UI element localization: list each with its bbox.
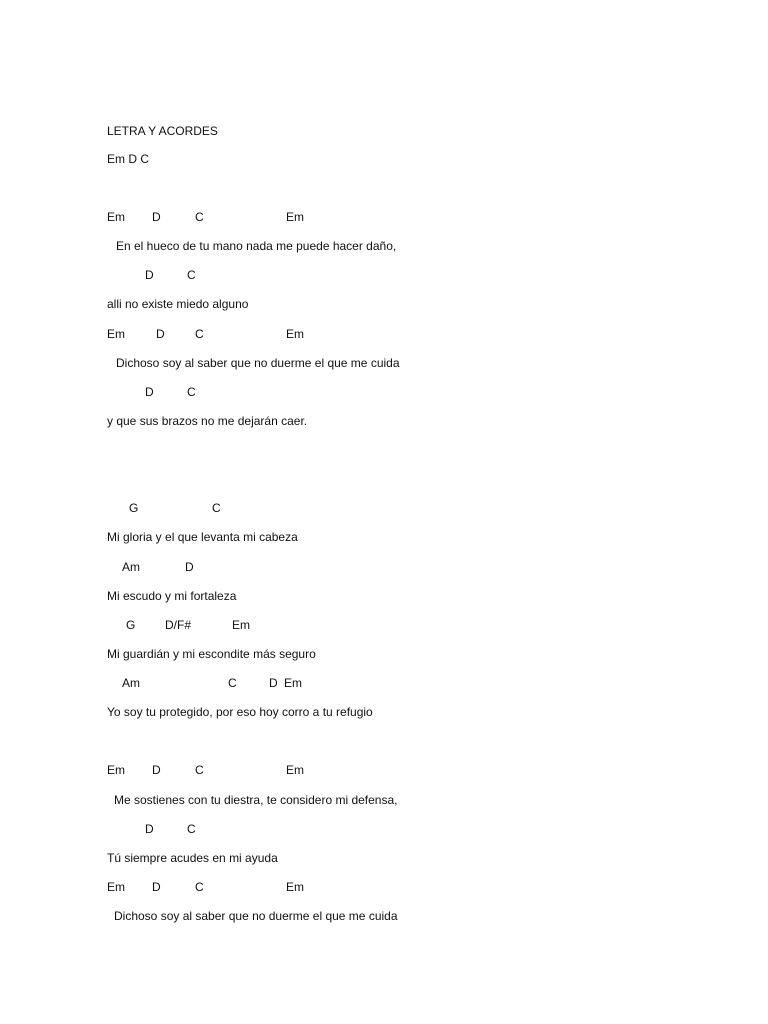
chord: D/F# [165, 618, 192, 632]
lyric-line: Me sostienes con tu diestra, te considero mi defensa, [114, 793, 398, 807]
chord: Em [232, 618, 250, 632]
chord: D [145, 385, 154, 399]
chord: Em [286, 210, 304, 224]
lyric-line: Tú siempre acudes en mi ayuda [107, 851, 278, 865]
chord: D [156, 327, 165, 341]
chord: Em [286, 327, 304, 341]
lyric-line: y que sus brazos no me dejarán caer. [107, 414, 308, 428]
intro-chords: Em D C [107, 152, 149, 166]
lyric-line: Dichoso soy al saber que no duerme el que me cuida [114, 909, 398, 923]
chord: Em [284, 676, 302, 690]
chord: C [195, 210, 204, 224]
chord: D [269, 676, 278, 690]
chord: Am [122, 676, 140, 690]
chord: Em [107, 210, 125, 224]
chord: D [152, 880, 161, 894]
lyric-line: Yo soy tu protegido, por eso hoy corro a tu refugio [107, 705, 373, 719]
lyric-line: alli no existe miedo alguno [107, 297, 249, 311]
chord: C [187, 822, 196, 836]
chord: Am [122, 560, 140, 574]
chord: G [129, 501, 139, 515]
chord: D [185, 560, 194, 574]
chord: D [145, 822, 154, 836]
lyric-line: Mi guardián y mi escondite más seguro [107, 647, 316, 661]
chord: Em [107, 880, 125, 894]
chord: Em [107, 763, 125, 777]
chord: D [152, 210, 161, 224]
lyric-line: Mi escudo y mi fortaleza [107, 589, 237, 603]
heading: LETRA Y ACORDES [107, 124, 218, 138]
chord: D [152, 763, 161, 777]
chord: C [212, 501, 221, 515]
chord: C [228, 676, 237, 690]
chord: Em [286, 880, 304, 894]
chord: Em [286, 763, 304, 777]
chord: C [195, 880, 204, 894]
lyric-line: En el hueco de tu mano nada me puede hacer daño, [116, 239, 397, 253]
chord: G [126, 618, 136, 632]
chord: C [195, 327, 204, 341]
chord: Em [107, 327, 125, 341]
chord: C [195, 763, 204, 777]
chord: C [187, 385, 196, 399]
lyric-line: Mi gloria y el que levanta mi cabeza [107, 530, 298, 544]
lyric-line: Dichoso soy al saber que no duerme el que me cuida [116, 356, 400, 370]
chord: C [187, 268, 196, 282]
chord: D [145, 268, 154, 282]
